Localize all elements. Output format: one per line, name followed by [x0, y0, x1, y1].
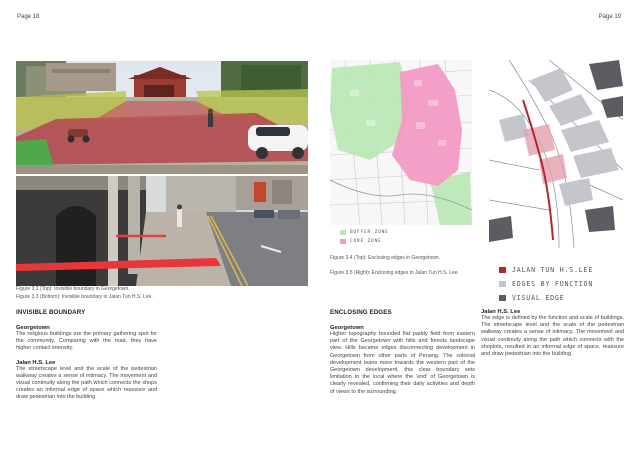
section-title-georgetown-edges: Georgetown	[330, 325, 364, 331]
legend-georgetown	[340, 230, 460, 244]
photo-jalan-tun-hs-lee	[16, 176, 308, 286]
page-number-left: Page 18	[17, 14, 40, 20]
swatch-visual-edge	[499, 295, 506, 301]
legend-item-visual-edge	[499, 294, 629, 302]
left-text-column	[16, 325, 157, 402]
heading-enclosing-edges: ENCLOSING EDGES	[330, 309, 392, 316]
section-text-georgetown: The religious buildings are the primary gathering spot for the community. Comparing with the road, they have higher contact intensity.	[16, 331, 157, 352]
heading-invisible-boundary: INVISIBLE BOUNDARY	[16, 309, 86, 316]
caption-fig-3-3: Figure 3.3 (Bottom): Invisible boundary in Jalan Tun H.S. Lee.	[16, 294, 153, 300]
legend-label-edges-by-function: EDGES BY FUNCTION	[512, 280, 594, 288]
legend-jalan-tun-hs-lee	[499, 266, 629, 302]
section-text-jalan-hs-lee-edges: The edge is defined by the function and scale of buildings. The streetscape level and the scale of the pedestrian walkway creates a sense of intimacy. The movement and visual continuity along the path which connects with the shoplots, resulted in an informal edge of space, reassure and draw pedestrian into the building.	[481, 315, 624, 358]
legend-label-visual-edge: VISUAL EDGE	[512, 294, 565, 302]
section-text-jalan-hs-lee: The streetscape level and the scale of the pedestrian walkway creates a sense of intimacy. The movement and visual continuity along the path which connects the shops creates an informal edge of space which reassure and draw pedestrian into the building.	[16, 365, 157, 401]
swatch-jalan-tun-hs-lee	[499, 267, 506, 273]
middle-text-column	[330, 325, 475, 396]
section-title-jalan-hs-lee-edges: Jalan H.S. Lee	[481, 309, 521, 315]
right-text-column	[481, 309, 624, 358]
caption-fig-3-4: Figure 3.4 (Top): Enclosing edges in Georgetown.	[330, 255, 441, 261]
section-text-georgetown-edges: Higher topography bounded flat paddy field from eastern part of the Georgetown with hills and forests landscape view. Hills became edges disconnecting development in Georgetown from other parts of Penang. The colonial development leans more towards the western part of the Georgetown development. this clear boundary sets limitation to the local where the 'end' of Georgetown is clearly revealed, confirming their daily activities and depth of views to the surrounding.	[330, 331, 475, 395]
swatch-core-zone	[340, 239, 346, 244]
map-jalan-tun-hs-lee	[489, 60, 623, 248]
page-number-right: Page 19	[598, 14, 621, 20]
swatch-buffer-zone	[340, 230, 346, 235]
legend-item-jalan-tun-hs-lee	[499, 266, 629, 274]
map-georgetown-zones	[330, 60, 472, 225]
legend-label-core-zone: CORE ZONE	[350, 239, 382, 244]
section-title-georgetown: Georgetown	[16, 325, 50, 331]
section-title-jalan-hs-lee: Jalan H.S. Lee	[16, 359, 56, 366]
caption-fig-3-5: Figure 3.5 (Right): Enclosing edges in Jalan Tun H.S. Lee.	[330, 270, 459, 276]
legend-item-edges-by-function	[499, 280, 629, 288]
legend-label-buffer-zone: BUFFER ZONE	[350, 230, 389, 235]
figure-captions-left	[16, 285, 316, 301]
legend-label-jalan-tun-hs-lee: JALAN TUN H.S.LEE	[512, 266, 594, 274]
legend-item-buffer-zone	[340, 230, 460, 235]
legend-item-core-zone	[340, 239, 460, 244]
swatch-edges-by-function	[499, 281, 506, 287]
photo-temple-plaza	[16, 61, 308, 174]
caption-fig-3-2: Figure 3.2 (Top): Invisible boundary in Georgetown.	[16, 286, 130, 292]
